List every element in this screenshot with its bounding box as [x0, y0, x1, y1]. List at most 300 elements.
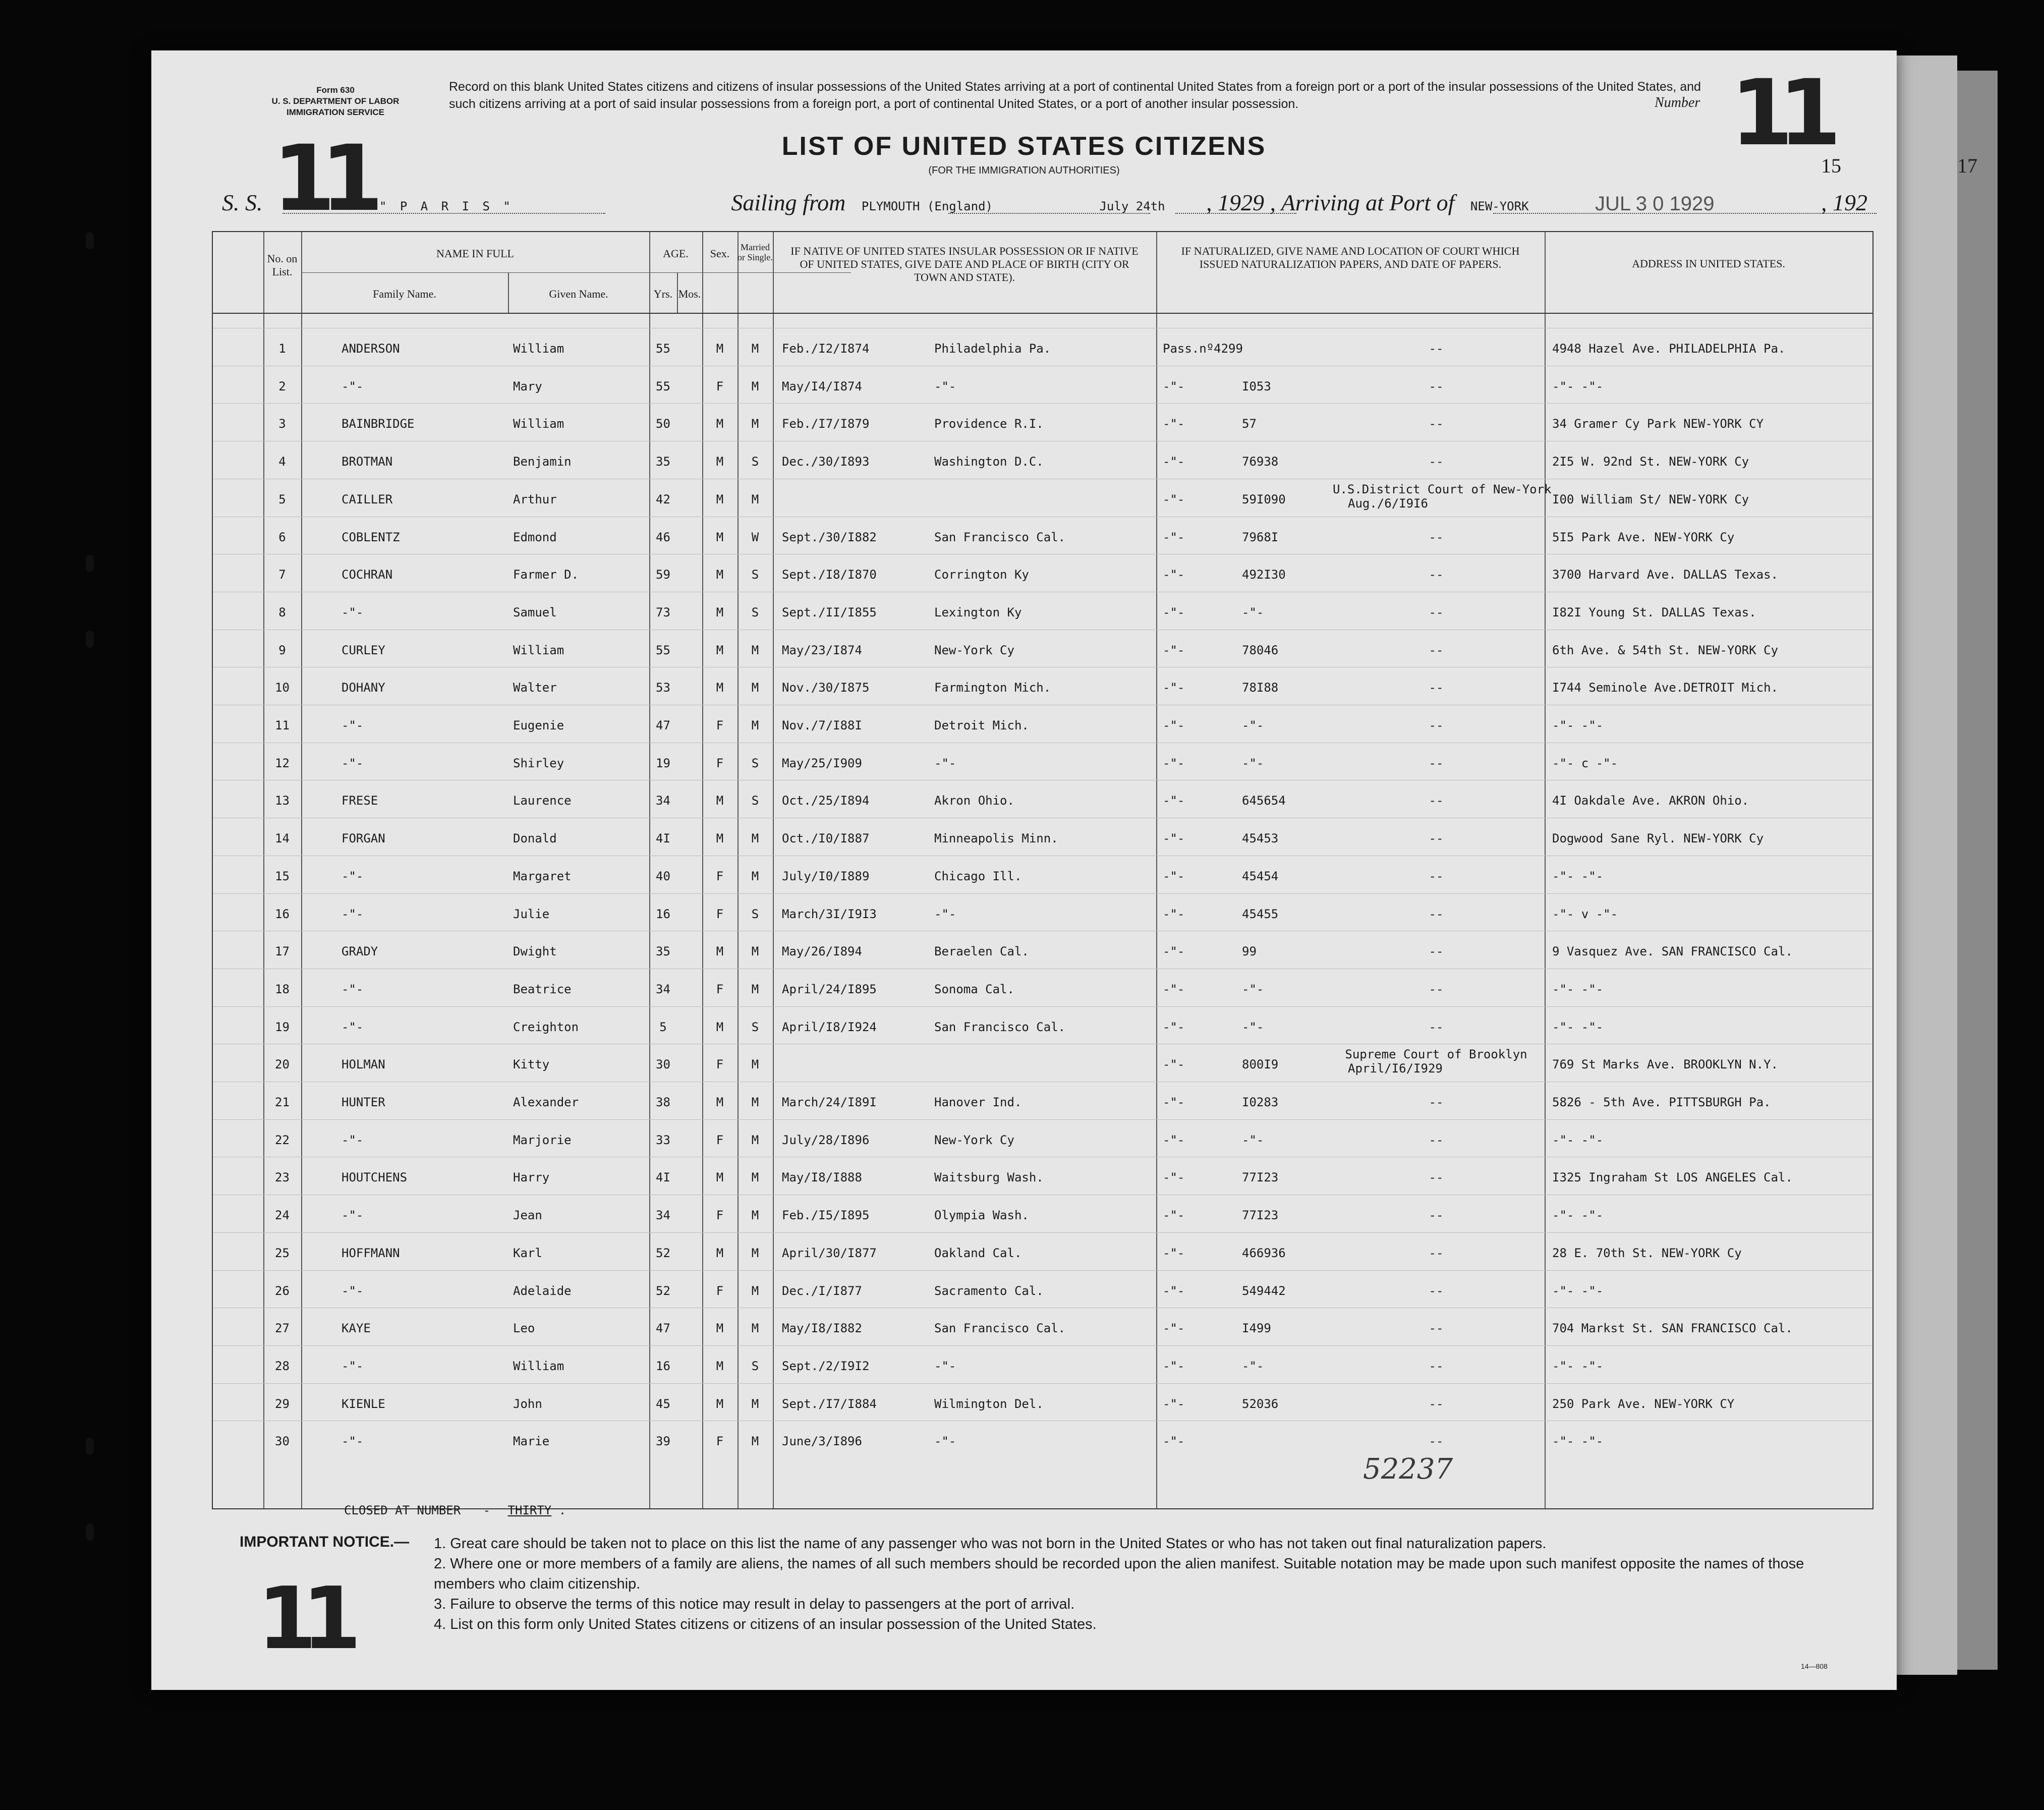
cell-nat2: 99 — [1242, 944, 1257, 959]
cell-ms: M — [751, 1208, 759, 1223]
table-row — [213, 1006, 1872, 1044]
cell-nat: Pass.nº4299 — [1163, 342, 1243, 356]
cell-court: -- — [1429, 379, 1444, 393]
cell-family: -"- — [342, 756, 364, 770]
cell-given: Marie — [513, 1434, 550, 1449]
cell-ms: S — [751, 455, 759, 469]
cell-addr: -"- -"- — [1552, 982, 1604, 996]
table-row — [213, 1157, 1872, 1195]
table-row — [213, 1345, 1872, 1383]
cell-no: 7 — [278, 568, 286, 582]
preamble: Record on this blank United States citizens and citizens of insular possessions of the United States arriving at a port of continental United States from a foreign port or a port of the insular possessions of the United States, and such citizens arriving at a port of said insular possessions from a foreign port, a port of continental United States, or a port of another insular possession. — [449, 80, 1701, 111]
cell-court: -- — [1429, 1133, 1444, 1147]
cell-no: 14 — [275, 831, 290, 846]
cell-bplace: Olympia Wash. — [934, 1208, 1029, 1223]
header-native: IF NATIVE OF UNITED STATES INSULAR POSSESSION OR IF NATIVE OF UNITED STATES, GIVE DATE AND PLACE OF BIRTH (CITY OR TOWN AND STATE). — [790, 245, 1139, 284]
cell-sex: M — [716, 1396, 724, 1411]
cell-bdate: May/I4/I874 — [782, 379, 862, 393]
cell-bdate: Feb./I7/I879 — [782, 417, 870, 431]
cell-ms: M — [751, 982, 759, 996]
cell-nat2: 78046 — [1242, 643, 1279, 657]
cell-no: 8 — [278, 605, 286, 619]
cell-family: -"- — [342, 869, 364, 883]
cell-bdate: July/I0/I889 — [782, 869, 870, 883]
cell-nat: -"- — [1163, 756, 1185, 770]
table-row — [213, 1270, 1872, 1308]
cell-age: 35 — [656, 944, 670, 959]
cell-court: -- — [1429, 756, 1444, 770]
cell-age: 33 — [656, 1133, 670, 1147]
cell-no: 23 — [275, 1170, 290, 1185]
cell-addr: 3700 Harvard Ave. DALLAS Texas. — [1552, 568, 1778, 582]
cell-addr: -"- -"- — [1552, 869, 1604, 883]
cell-given: Samuel — [513, 605, 557, 619]
cell-age: 50 — [656, 417, 670, 431]
cell-given: Shirley — [513, 756, 564, 770]
cell-sex: F — [716, 756, 724, 770]
cell-nat: -"- — [1163, 605, 1185, 619]
page-number-right: 17 — [1957, 154, 1977, 177]
cell-ms: M — [751, 1133, 759, 1147]
cell-age: 38 — [656, 1095, 670, 1109]
cell-court: -- — [1429, 718, 1444, 732]
cell-ms: M — [751, 1246, 759, 1260]
cell-nat: -"- — [1163, 982, 1185, 996]
cell-age: 34 — [656, 982, 670, 996]
cell-bdate: Oct./25/I894 — [782, 794, 870, 808]
cell-addr: 28 E. 70th St. NEW-YORK Cy — [1552, 1246, 1742, 1260]
passenger-table — [212, 231, 1873, 1517]
cell-addr: I82I Young St. DALLAS Texas. — [1552, 605, 1756, 619]
cell-nat: -"- — [1163, 944, 1185, 959]
cell-addr: -"- -"- — [1552, 379, 1604, 393]
cell-nat: -"- — [1163, 568, 1185, 582]
cell-nat: -"- — [1163, 681, 1185, 695]
closed-at-number: CLOSED AT NUMBER - THIRTY . — [344, 1503, 566, 1517]
cell-family: -"- — [342, 907, 364, 921]
cell-bdate: Feb./I5/I895 — [782, 1208, 870, 1223]
cell-bplace: Waitsburg Wash. — [934, 1170, 1044, 1185]
list-number-stamp: 11 — [1730, 61, 1827, 166]
cell-bplace: Corrington Ky — [934, 568, 1029, 582]
cell-age: 59 — [656, 568, 670, 582]
cell-given: Walter — [513, 681, 557, 695]
cell-court: Supreme Court of Brooklyn — [1345, 1047, 1527, 1062]
cell-court: -- — [1429, 907, 1444, 921]
table-row — [213, 517, 1872, 554]
cell-addr: Dogwood Sane Ryl. NEW-YORK Cy — [1552, 831, 1764, 846]
cell-bdate: April/I8/I924 — [782, 1020, 877, 1034]
table-row — [213, 969, 1872, 1006]
cell-bdate: Sept./II/I855 — [782, 605, 877, 619]
cell-court: -- — [1429, 643, 1444, 657]
cell-court: -- — [1429, 342, 1444, 356]
cell-family: CURLEY — [342, 643, 385, 657]
cell-court: -- — [1429, 794, 1444, 808]
cell-nat: -"- — [1163, 643, 1185, 657]
cell-ms: S — [751, 605, 759, 619]
cell-nat2: -"- — [1242, 1020, 1264, 1034]
cell-age: 39 — [656, 1434, 670, 1449]
cell-ms: S — [751, 794, 759, 808]
cell-addr: -"- c -"- — [1552, 756, 1618, 770]
sailing-date: July 24th — [1099, 199, 1165, 213]
table-row — [213, 1421, 1872, 1458]
cell-no: 13 — [275, 794, 290, 808]
binder-hole — [86, 1438, 94, 1455]
cell-age: 55 — [656, 643, 670, 657]
table-row — [213, 667, 1872, 705]
cell-given: Alexander — [513, 1095, 579, 1109]
table-row — [213, 1082, 1872, 1119]
cell-sex: F — [716, 1208, 724, 1223]
header-address: ADDRESS IN UNITED STATES. — [1632, 257, 1785, 270]
header-age: AGE. — [663, 247, 689, 260]
cell-given: Adelaide — [513, 1283, 572, 1298]
arrival-port: NEW-YORK — [1470, 199, 1529, 213]
cell-addr: I00 William St/ NEW-YORK Cy — [1552, 492, 1749, 506]
cell-age: 45 — [656, 1396, 670, 1411]
table-row — [213, 328, 1872, 366]
cell-bdate: May/26/I894 — [782, 944, 862, 959]
cell-nat2: 7968I — [1242, 530, 1279, 544]
cell-nat: -"- — [1163, 1133, 1185, 1147]
cell-ms: M — [751, 417, 759, 431]
cell-bdate: Dec./I/I877 — [782, 1283, 862, 1298]
important-notice: 1. Great care should be taken not to place on this list the name of any passenger who was not born in the United States or who has not taken out final naturalization papers. 2. Where one or more members of a family are aliens, the names of all such members should be recorded upon the alien manifest. Suitable notation may be made upon such manifest opposite the names of those members who claim citizenship. 3. Failure to observe the terms of this notice may result in delay to passengers at the port of arrival. 4. List on this form only United States citizens or citizens of an insular possession of the United States. — [434, 1536, 1804, 1632]
cell-bplace: San Francisco Cal. — [934, 1321, 1066, 1336]
cell-family: COCHRAN — [342, 568, 393, 582]
cell-court: -- — [1429, 1283, 1444, 1298]
cell-nat: -"- — [1163, 455, 1185, 469]
table-row — [213, 630, 1872, 667]
cell-family: -"- — [342, 1283, 364, 1298]
cell-given: Karl — [513, 1246, 542, 1260]
page-subtitle: (FOR THE IMMIGRATION AUTHORITIES) — [928, 165, 1120, 176]
cell-bplace: San Francisco Cal. — [934, 530, 1066, 544]
cell-court: U.S.District Court of New-York — [1333, 482, 1552, 496]
header-no: No. on List. — [267, 252, 298, 278]
cell-family: -"- — [342, 718, 364, 732]
header-family: Family Name. — [373, 288, 436, 300]
page-number: 15 — [1821, 154, 1841, 177]
cell-bplace: San Francisco Cal. — [934, 1020, 1066, 1034]
important-notice-title: IMPORTANT NOTICE.— — [240, 1534, 410, 1550]
cell-nat2: -"- — [1242, 718, 1264, 732]
cell-no: 29 — [275, 1396, 290, 1411]
cell-nat2: 57 — [1242, 417, 1257, 431]
cell-addr: 4948 Hazel Ave. PHILADELPHIA Pa. — [1552, 342, 1786, 356]
table-row — [213, 592, 1872, 630]
cell-addr: I325 Ingraham St LOS ANGELES Cal. — [1552, 1170, 1793, 1185]
cell-nat2: -"- — [1242, 605, 1264, 619]
cell-bplace: New-York Cy — [934, 1133, 1014, 1147]
cell-bplace: Akron Ohio. — [934, 794, 1014, 808]
cell-sex: M — [716, 1170, 724, 1185]
cell-family: BAINBRIDGE — [342, 417, 415, 431]
cell-age: 46 — [656, 530, 670, 544]
cell-sex: M — [716, 944, 724, 959]
dotted-rule — [1493, 213, 1877, 214]
cell-sex: M — [716, 1321, 724, 1336]
cell-nat2: I499 — [1242, 1321, 1271, 1336]
cell-no: 1 — [278, 342, 286, 356]
cell-addr: 4I Oakdale Ave. AKRON Ohio. — [1552, 794, 1749, 808]
cell-nat2: 77I23 — [1242, 1170, 1279, 1185]
cell-court: -- — [1429, 1208, 1444, 1223]
cell-court: -- — [1429, 1434, 1444, 1449]
cell-bplace: Washington D.C. — [934, 455, 1044, 469]
cell-ms: M — [751, 342, 759, 356]
cell-nat: -"- — [1163, 1246, 1185, 1260]
cell-no: 27 — [275, 1321, 290, 1336]
cell-no: 15 — [275, 869, 290, 883]
cell-sex: M — [716, 605, 724, 619]
cell-given: Donald — [513, 831, 557, 846]
cell-addr: 2I5 W. 92nd St. NEW-YORK Cy — [1552, 455, 1749, 469]
cell-nat: -"- — [1163, 1283, 1185, 1298]
cell-nat2: -"- — [1242, 1359, 1264, 1373]
cell-court: -- — [1429, 1246, 1444, 1260]
cell-nat: -"- — [1163, 1434, 1185, 1449]
cell-sex: M — [716, 1095, 724, 1109]
cell-nat: -"- — [1163, 492, 1185, 506]
cell-addr: 250 Park Ave. NEW-YORK CY — [1552, 1396, 1735, 1411]
cell-family: GRADY — [342, 944, 378, 959]
cell-family: -"- — [342, 982, 364, 996]
cell-sex: M — [716, 794, 724, 808]
table-row — [213, 1308, 1872, 1345]
binder-hole — [86, 232, 94, 249]
cell-family: KIENLE — [342, 1396, 385, 1411]
cell-bplace: Hanover Ind. — [934, 1095, 1022, 1109]
cell-family: BROTMAN — [342, 455, 393, 469]
cell-court: -- — [1429, 530, 1444, 544]
cell-addr: I744 Seminole Ave.DETROIT Mich. — [1552, 681, 1778, 695]
cell-bplace: Minneapolis Minn. — [934, 831, 1058, 846]
cell-family: FORGAN — [342, 831, 385, 846]
cell-nat2: -"- — [1242, 982, 1264, 996]
cell-given: William — [513, 342, 564, 356]
cell-sex: F — [716, 379, 724, 393]
cell-bplace: Philadelphia Pa. — [934, 342, 1051, 356]
cell-addr: -"- -"- — [1552, 1359, 1604, 1373]
cell-addr: 769 St Marks Ave. BROOKLYN N.Y. — [1552, 1057, 1778, 1072]
binder-hole — [86, 1523, 94, 1541]
cell-sex: M — [716, 643, 724, 657]
cell-addr: -"- -"- — [1552, 1434, 1604, 1449]
cell-given: Farmer D. — [513, 568, 579, 582]
cell-nat2: I0283 — [1242, 1095, 1279, 1109]
table-row — [213, 780, 1872, 818]
cell-nat2: 549442 — [1242, 1283, 1286, 1298]
cell-bdate: Feb./I2/I874 — [782, 342, 870, 356]
cell-age: 47 — [656, 1321, 670, 1336]
cell-bdate: Oct./I0/I887 — [782, 831, 870, 846]
cell-age: 42 — [656, 492, 670, 506]
cell-age: 47 — [656, 718, 670, 732]
cell-no: 17 — [275, 944, 290, 959]
cell-given: Marjorie — [513, 1133, 572, 1147]
cell-bplace: Wilmington Del. — [934, 1396, 1044, 1411]
cell-nat2: 800I9 — [1242, 1057, 1279, 1072]
table-row — [213, 1383, 1872, 1421]
cell-given: Creighton — [513, 1020, 579, 1034]
cell-no: 3 — [278, 417, 286, 431]
arrival-date-stamp: JUL 3 0 1929 — [1595, 193, 1715, 215]
cell-family: -"- — [342, 605, 364, 619]
cell-family: DOHANY — [342, 681, 385, 695]
cell-nat: -"- — [1163, 869, 1185, 883]
cell-ms: M — [751, 718, 759, 732]
table-row — [213, 479, 1872, 517]
cell-addr: -"- -"- — [1552, 1208, 1604, 1223]
cell-bdate: March/24/I89I — [782, 1095, 877, 1109]
cell-no: 19 — [275, 1020, 290, 1034]
cell-nat: -"- — [1163, 1020, 1185, 1034]
cell-no: 30 — [275, 1434, 290, 1449]
cell-sex: F — [716, 1283, 724, 1298]
binder-hole — [86, 555, 94, 572]
cell-given: Jean — [513, 1208, 542, 1223]
cell-ms: M — [751, 379, 759, 393]
cell-family: ANDERSON — [342, 342, 400, 356]
cell-age: 40 — [656, 869, 670, 883]
cell-family: FRESE — [342, 794, 378, 808]
cell-bplace: Sonoma Cal. — [934, 982, 1014, 996]
cell-nat2: -"- — [1242, 1133, 1264, 1147]
cell-given: William — [513, 643, 564, 657]
cell-nat: -"- — [1163, 1208, 1185, 1223]
cell-given: Benjamin — [513, 455, 572, 469]
cell-ms: M — [751, 1321, 759, 1336]
cell-no: 24 — [275, 1208, 290, 1223]
cell-given: Eugenie — [513, 718, 564, 732]
cell-nat: -"- — [1163, 1396, 1185, 1411]
cell-ms: M — [751, 1283, 759, 1298]
cell-nat: -"- — [1163, 1095, 1185, 1109]
cell-bplace: Oakland Cal. — [934, 1246, 1022, 1260]
page-edge — [1887, 55, 1957, 1675]
cell-sex: F — [716, 718, 724, 732]
cell-family: -"- — [342, 1359, 364, 1373]
binder-hole — [86, 631, 94, 648]
cell-addr: -"- -"- — [1552, 718, 1604, 732]
cell-no: 4 — [278, 455, 286, 469]
table-row — [213, 856, 1872, 893]
sailing-year: 9 — [1253, 190, 1265, 215]
cell-addr: -"- -"- — [1552, 1020, 1604, 1034]
cell-given: Leo — [513, 1321, 535, 1336]
cell-given: John — [513, 1396, 542, 1411]
cell-given: Julie — [513, 907, 550, 921]
table-row — [213, 366, 1872, 404]
cell-bplace: Providence R.I. — [934, 417, 1044, 431]
cell-nat2: 466936 — [1242, 1246, 1286, 1260]
cell-court: -- — [1429, 1095, 1444, 1109]
cell-given: Mary — [513, 379, 542, 393]
cell-no: 12 — [275, 756, 290, 770]
header-name: NAME IN FULL — [436, 247, 514, 260]
cell-ms: S — [751, 907, 759, 921]
cell-court: -- — [1429, 1020, 1444, 1034]
cell-bplace: Detroit Mich. — [934, 718, 1029, 732]
cell-bdate: Nov./30/I875 — [782, 681, 870, 695]
cell-bdate: May/I8/I882 — [782, 1321, 862, 1336]
header-naturalized: IF NATURALIZED, GIVE NAME AND LOCATION OF COURT WHICH ISSUED NATURALIZATION PAPERS, AND DATE OF PAPERS. — [1181, 245, 1520, 270]
cell-sex: M — [716, 1020, 724, 1034]
cell-ms: M — [751, 1095, 759, 1109]
cell-addr: 6th Ave. & 54th St. NEW-YORK Cy — [1552, 643, 1778, 657]
cell-nat2: 78I88 — [1242, 681, 1279, 695]
cell-family: CAILLER — [342, 492, 393, 506]
table-row — [213, 931, 1872, 969]
cell-addr: 5I5 Park Ave. NEW-YORK Cy — [1552, 530, 1735, 544]
cell-sex: M — [716, 492, 724, 506]
cell-given: Arthur — [513, 492, 557, 506]
cell-ms: M — [751, 681, 759, 695]
cell-ms: S — [751, 568, 759, 582]
cell-ms: M — [751, 492, 759, 506]
cell-court: -- — [1429, 982, 1444, 996]
cell-given: Dwight — [513, 944, 557, 959]
cell-family: -"- — [342, 379, 364, 393]
cell-ms: S — [751, 1020, 759, 1034]
cell-no: 6 — [278, 530, 286, 544]
header-mos: Mos. — [678, 288, 701, 300]
cell-given: Edmond — [513, 530, 557, 544]
cell-sex: M — [716, 530, 724, 544]
cell-given: Beatrice — [513, 982, 572, 996]
cell-no: 26 — [275, 1283, 290, 1298]
cell-nat2: 492I30 — [1242, 568, 1286, 582]
cell-no: 10 — [275, 681, 290, 695]
cell-addr: 34 Gramer Cy Park NEW-YORK CY — [1552, 417, 1764, 431]
cell-nat: -"- — [1163, 907, 1185, 921]
cell-sex: F — [716, 1434, 724, 1449]
cell-ms: S — [751, 1359, 759, 1373]
cell-court-date: Aug./6/I9I6 — [1348, 496, 1428, 511]
cell-sex: M — [716, 568, 724, 582]
header-given: Given Name. — [549, 288, 608, 300]
cell-sex: M — [716, 1246, 724, 1260]
cell-sex: M — [716, 681, 724, 695]
cell-nat2: -"- — [1242, 756, 1264, 770]
cell-bplace: -"- — [934, 1359, 956, 1373]
cell-addr: -"- -"- — [1552, 1133, 1604, 1147]
cell-bdate: Sept./I8/I870 — [782, 568, 877, 582]
cell-family: HOLMAN — [342, 1057, 385, 1072]
cell-court: -- — [1429, 869, 1444, 883]
cell-bdate: April/30/I877 — [782, 1246, 877, 1260]
cell-nat: -"- — [1163, 530, 1185, 544]
cell-bdate: Sept./I7/I884 — [782, 1396, 877, 1411]
cell-sex: M — [716, 455, 724, 469]
cell-ms: W — [751, 530, 759, 544]
cell-age: 4I — [656, 1170, 670, 1185]
cell-no: 16 — [275, 907, 290, 921]
cell-sex: M — [716, 831, 724, 846]
cell-bdate: Sept./2/I9I2 — [782, 1359, 870, 1373]
cell-nat2: I053 — [1242, 379, 1271, 393]
table-row — [213, 1195, 1872, 1232]
page-title: LIST OF UNITED STATES CITIZENS — [781, 132, 1267, 161]
table-row — [213, 1119, 1872, 1157]
cell-age: 55 — [656, 342, 670, 356]
header-sex: Sex. — [710, 247, 730, 260]
cell-bplace: -"- — [934, 756, 956, 770]
cell-addr: 9 Vasquez Ave. SAN FRANCISCO Cal. — [1552, 944, 1793, 959]
